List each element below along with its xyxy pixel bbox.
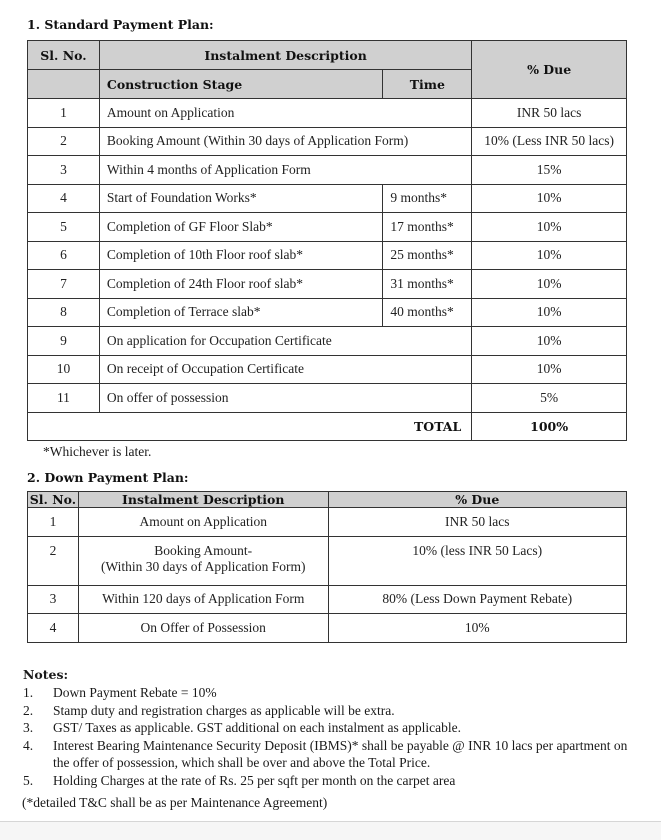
sl-no-cell: 6 — [28, 241, 100, 270]
note-item — [23, 772, 643, 790]
note-number: 3. — [23, 720, 34, 735]
table-row — [28, 241, 627, 270]
tc-note: (*detailed T&C shall be as per Maintenance Agreement) — [22, 795, 328, 810]
note-text: Interest Bearing Maintenance Security Deposit (IBMS)* shall be payable @ INR 10 lacs per apartment on the offer of possession, which shall be over and above the Total Price. — [53, 737, 628, 770]
note-number: 2. — [23, 702, 34, 718]
construction-stage-cell: On application for Occupation Certificate — [99, 327, 471, 356]
percent-due-cell: 10% (Less INR 50 lacs) — [472, 127, 627, 156]
down-payment-plan-title: 2. Down Payment Plan: — [27, 470, 189, 485]
table-row — [28, 508, 627, 537]
sl-no-cell: 7 — [28, 270, 100, 299]
header-percent-due: % Due — [328, 492, 626, 508]
note-item — [23, 702, 643, 720]
sl-no-cell: 3 — [28, 156, 100, 185]
percent-due-cell: 10% — [472, 213, 627, 242]
table-row — [28, 127, 627, 156]
construction-stage-cell: On receipt of Occupation Certificate — [99, 355, 471, 384]
sl-no-cell: 3 — [28, 585, 79, 614]
table-row — [28, 384, 627, 413]
sl-no-cell: 8 — [28, 298, 100, 327]
table-row — [28, 184, 627, 213]
construction-stage-cell: Completion of 10th Floor roof slab* — [99, 241, 383, 270]
header-sl-no: Sl. No. — [28, 41, 100, 70]
sl-no-cell: 11 — [28, 384, 100, 413]
down-payment-plan-table — [27, 491, 627, 643]
sl-no-cell: 4 — [28, 614, 79, 643]
description-line: On Offer of Possession — [140, 619, 266, 635]
percent-due-cell: 10% — [472, 355, 627, 384]
table-row — [28, 213, 627, 242]
construction-stage-cell: Completion of 24th Floor roof slab* — [99, 270, 383, 299]
sl-no-cell: 10 — [28, 355, 100, 384]
table-row — [28, 614, 627, 643]
time-cell: 9 months* — [383, 184, 472, 213]
percent-due-cell: 10% — [328, 614, 626, 643]
note-item — [23, 719, 643, 737]
note-text: Down Payment Rebate = 10% — [53, 685, 217, 700]
percent-due-cell: 10% — [472, 184, 627, 213]
description-line-2: (Within 30 days of Application Form) — [100, 558, 306, 574]
instalment-description-cell — [78, 585, 328, 614]
percent-due-cell: 5% — [472, 384, 627, 413]
note-text: Stamp duty and registration charges as applicable will be extra. — [53, 702, 395, 718]
percent-due-cell: 10% — [472, 270, 627, 299]
sl-no-cell: 9 — [28, 327, 100, 356]
header-percent-due: % Due — [472, 41, 627, 99]
table-row — [28, 536, 627, 585]
instalment-description-cell — [78, 508, 328, 537]
percent-due-cell: 10% — [472, 241, 627, 270]
bottom-strip — [0, 821, 661, 840]
note-item — [23, 737, 643, 772]
sl-no-cell: 2 — [28, 127, 100, 156]
sl-no-cell: 1 — [28, 508, 79, 537]
total-value: 100% — [472, 412, 627, 441]
description-line: Amount on Application — [139, 513, 267, 529]
sl-no-cell: 4 — [28, 184, 100, 213]
table-row — [28, 298, 627, 327]
note-number: 4. — [23, 737, 34, 753]
notes-title: Notes: — [23, 667, 69, 682]
notes-section — [23, 667, 643, 789]
percent-due-cell: 80% (Less Down Payment Rebate) — [328, 585, 626, 614]
sl-no-cell: 2 — [28, 536, 79, 585]
table-header-row — [28, 492, 627, 508]
header-construction-stage: Construction Stage — [99, 70, 383, 99]
construction-stage-cell: Completion of GF Floor Slab* — [99, 213, 383, 242]
table-row — [28, 99, 627, 128]
header-time: Time — [383, 70, 472, 99]
note-number: 5. — [23, 772, 34, 788]
percent-due-cell: 10% — [472, 327, 627, 356]
table-row — [28, 585, 627, 614]
note-number: 1. — [23, 685, 34, 700]
construction-stage-cell: Booking Amount (Within 30 days of Application Form) — [99, 127, 471, 156]
percent-due-cell: 10% — [472, 298, 627, 327]
note-text: GST/ Taxes as applicable. GST additional on each instalment as applicable. — [53, 720, 461, 735]
table-row — [28, 327, 627, 356]
percent-due-cell: 15% — [472, 156, 627, 185]
whichever-later-footnote: *Whichever is later. — [43, 444, 152, 459]
header-blank — [28, 70, 100, 99]
sl-no-cell: 1 — [28, 99, 100, 128]
note-text: Holding Charges at the rate of Rs. 25 per sqft per month on the carpet area — [53, 772, 456, 788]
instalment-description-cell — [78, 536, 328, 585]
time-cell: 40 months* — [383, 298, 472, 327]
total-row — [28, 412, 627, 441]
construction-stage-cell: On offer of possession — [99, 384, 471, 413]
time-cell: 17 months* — [383, 213, 472, 242]
construction-stage-cell: Start of Foundation Works* — [99, 184, 383, 213]
construction-stage-cell: Amount on Application — [99, 99, 471, 128]
standard-plan-table — [27, 40, 627, 441]
table-row — [28, 355, 627, 384]
percent-due-cell: INR 50 lacs — [328, 508, 626, 537]
percent-due-cell: 10% (less INR 50 Lacs) — [328, 536, 626, 585]
instalment-description-cell — [78, 614, 328, 643]
table-row — [28, 270, 627, 299]
description-line: Within 120 days of Application Form — [102, 591, 305, 607]
header-instalment-description: Instalment Description — [99, 41, 471, 70]
table-row — [28, 156, 627, 185]
sl-no-cell: 5 — [28, 213, 100, 242]
time-cell: 31 months* — [383, 270, 472, 299]
standard-plan-title: 1. Standard Payment Plan: — [27, 17, 214, 32]
percent-due-cell: INR 50 lacs — [472, 99, 627, 128]
construction-stage-cell: Completion of Terrace slab* — [99, 298, 383, 327]
header-sl-no: Sl. No. — [28, 492, 79, 508]
time-cell: 25 months* — [383, 241, 472, 270]
note-item — [23, 684, 643, 702]
table-header-row — [28, 41, 627, 70]
construction-stage-cell: Within 4 months of Application Form — [99, 156, 471, 185]
header-instalment-description: Instalment Description — [78, 492, 328, 508]
description-line: Booking Amount- — [154, 542, 253, 558]
total-label: TOTAL — [28, 412, 472, 441]
